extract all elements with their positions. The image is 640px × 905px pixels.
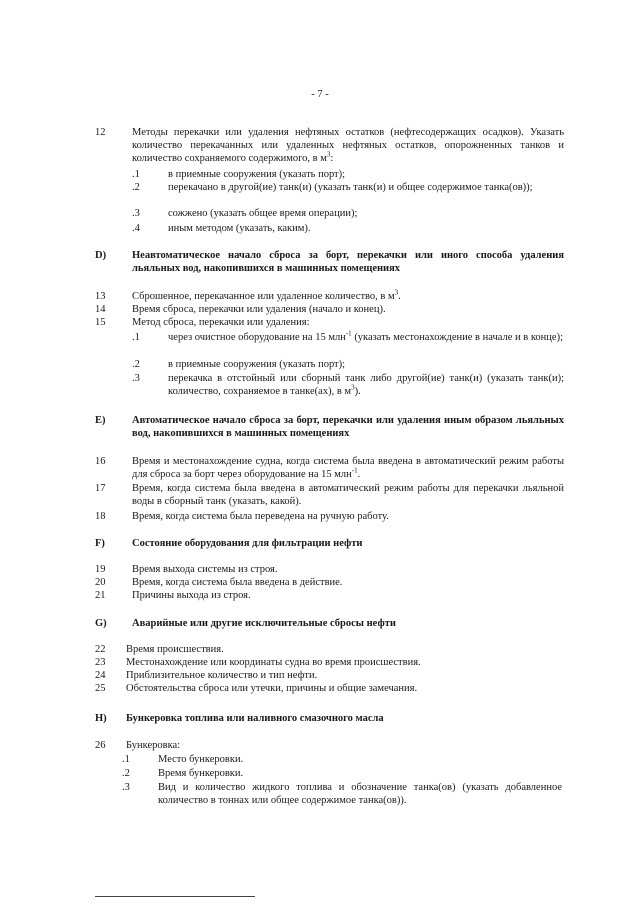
- item-text: Методы перекачки или удаления нефтяных остатков (нефтесодержащих осадков). Указать количество перекачанных или удаленных нефтяных остатков, опорожненных танков и количество сохраняемого содержимого, в $м^3$:: [132, 127, 564, 164]
- section-title: Неавтоматическое начало сброса за борт, перекачки или иного способа удаления льяльных вод, накопившихся в машинных помещениях: [132, 250, 564, 274]
- document-page: - 7 - 12 Методы перекачки или удаления нефтяных остатков (нефтесодержащих осадков). Указать количество перекачанных или удаленных нефтяных остатков, опорожненных танков и количество сохраняемого содержимого, в $м^3$: .1 в приемные сооружения (указать порт); .2 перекачано в другой(ие) танк(и) (указать танк(и) и общее содержимое танка(ов)); .3 сожжено (указать общее время операции); .4 иным методом (указать, каким). D) Неавтоматическое начало сброса за борт, перекачки или иного способа удаления льяльных вод, накопившихся в машинных помещениях 13 Сброшенное, перекачанное или удаленное количество, в $м^3$. 14 Время сброса, перекачки или удаления (начало и конец). 15 Метод сброса, перекачки или удаления: .1 через очистное оборудование на 15 млн$^{-1}$ (указать местонахождение в начале и в конце); .2 в приемные сооружения (указать порт); .3 перекачка в отстойный или сборный танк либо другой(ие) танк(и) (указать танк(и); количество, сохраняемое в танке(ах), в $м^3$). E) Автоматическое начало сброса за борт, перекачки или удаления иным образом льяльных вод, накопившихся в машинных помещениях 16 Время и местонахождение судна, когда система была введена в автоматический режим работы для сброса за борт через оборудование на 15 млн$^{-1}$. 17 Время, когда система была введена в автоматический режим работы для перекачки льяльной воды в сборный танк (указать, какой). 18 Время, когда система была переведена на ручную работу. F) Состояние оборудования для фильтрации нефти 19 Время выхода системы из строя. 20 Время, когда система была введена в действие. 21 Причины выхода из строя. G) Аварийные или другие исключительные сбросы нефти 22 Время происшествия. 23 Местонахождение или координаты судна во время происшествия. 24 Приблизительное количество и тип нефти. 25 Обстоятельства сброса или утечки, причины и общие замечания. H) Бункеровка топлива или наливного смазочного масла 26 Бункеровка: .1 Место бункеровки. .2 Время бункеровки. .3 Вид и количество жидкого топлива и обозначение танка(ов) (указать добавленное количество в тоннах или общее содержимое танка(ов)).: [0, 0, 640, 905]
- item-number: 12: [95, 127, 106, 138]
- page-number: - 7 -: [311, 89, 329, 100]
- section-letter: D): [95, 250, 107, 261]
- footer-rule: [95, 896, 255, 897]
